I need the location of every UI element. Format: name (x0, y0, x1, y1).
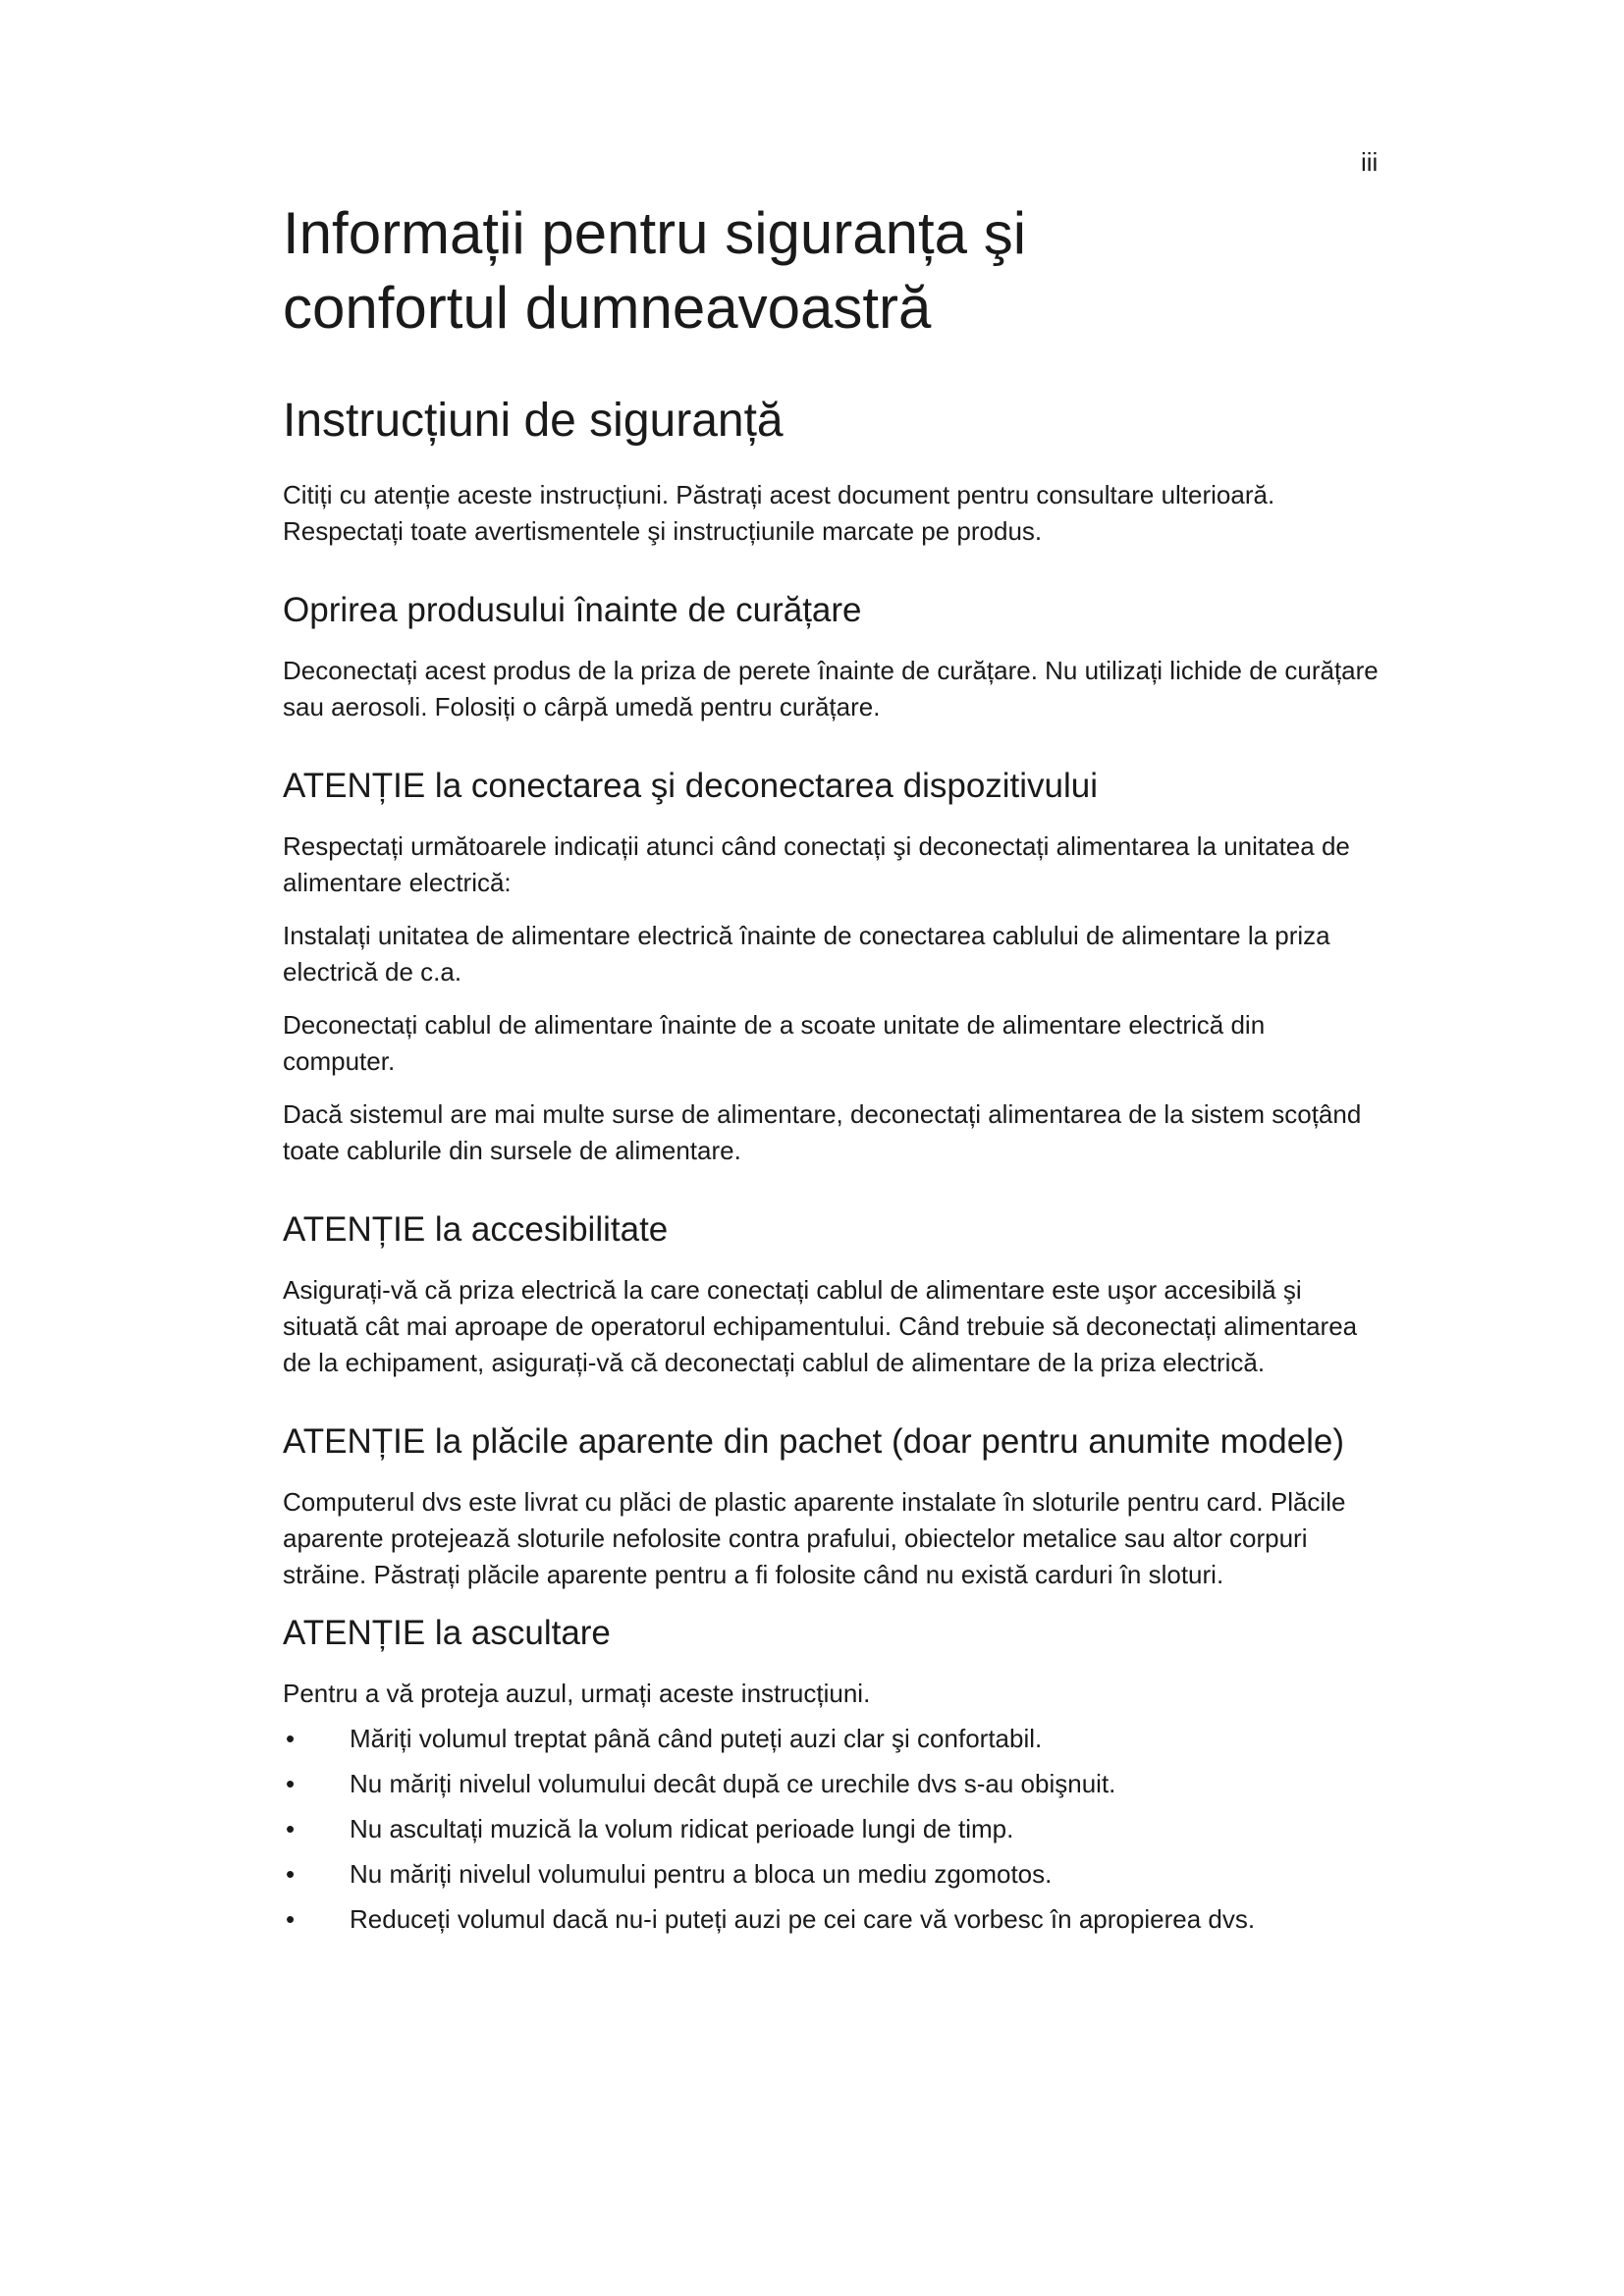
section-listening (283, 1610, 1382, 1938)
section-title: Instrucțiuni de siguranță (283, 395, 784, 447)
section-connecting (283, 763, 1382, 1169)
bullet: • (286, 1724, 296, 1753)
page-title: Informații pentru siguranța şi confortul dumneavoastră (283, 200, 1027, 341)
bullet: • (286, 1859, 296, 1889)
bullet-list (283, 1721, 1382, 1938)
paragraph: Deconectați acest produs de la priza de perete înainte de curățare. Nu utilizați lichide de curățare sau aerosoli. Folosiți o cârpă umedă pentru curățare. (283, 656, 1379, 721)
section-dummy-cards (283, 1418, 1382, 1593)
list-item (283, 1766, 1382, 1802)
list-item-text: Nu ascultați muzică la volum ridicat perioade lungi de timp. (350, 1814, 1014, 1843)
bullet: • (286, 1814, 296, 1843)
section-heading: ATENȚIE la plăcile aparente din pachet (doar pentru anumite modele) (283, 1422, 1345, 1461)
intro-paragraph: Citiți cu atenție aceste instrucțiuni. Păstrați acest document pentru consultare ulterioară. Respectați toate avertismentele şi instrucțiunile marcate pe produs. (283, 480, 1275, 546)
section-cleaning (283, 587, 1382, 725)
paragraph: Pentru a vă proteja auzul, urmați aceste instrucțiuni. (283, 1679, 871, 1708)
list-item-text: Reduceți volumul dacă nu-i puteți auzi pe cei care vă vorbesc în apropierea dvs. (350, 1904, 1256, 1934)
document-body (283, 196, 1382, 1947)
list-item (283, 1811, 1382, 1847)
page-number: iii (1361, 147, 1379, 177)
bullet: • (286, 1904, 296, 1934)
paragraph: Instalați unitatea de alimentare electrică înainte de conectarea cablului de alimentare la priza electrică de c.a. (283, 921, 1330, 987)
paragraph: Deconectați cablul de alimentare înainte de a scoate unitate de alimentare electrică din computer. (283, 1010, 1266, 1076)
paragraph: Dacă sistemul are mai multe surse de alimentare, deconectați alimentarea de la sistem scoțând toate cablurile din sursele de alimentare. (283, 1099, 1362, 1165)
paragraph: Asigurați-vă că priza electrică la care conectați cablul de alimentare este uşor accesibilă şi situată cât mai aproape de operatorul echipamentului. Când trebuie să deconectați alimentarea de la echipament, asigurați-vă că deconectați cablul de alimentare de la priza electrică. (283, 1275, 1358, 1377)
bullet: • (286, 1769, 296, 1798)
list-item-text: Măriți volumul treptat până când puteți auzi clar şi confortabil. (350, 1724, 1043, 1753)
section-heading: Oprirea produsului înainte de curățare (283, 591, 862, 629)
list-item (283, 1721, 1382, 1757)
section-heading: ATENȚIE la conectarea şi deconectarea dispozitivului (283, 767, 1099, 805)
list-item-text: Nu măriți nivelul volumului pentru a bloca un mediu zgomotos. (350, 1859, 1053, 1889)
paragraph: Computerul dvs este livrat cu plăci de plastic aparente instalate în sloturile pentru card. Plăcile aparente protejează sloturile nefolosite contra prafului, obiectelor metalice sau altor corpuri străine. Păstrați plăcile aparente pentru a fi folosite când nu există carduri în sloturi. (283, 1487, 1346, 1589)
list-item (283, 1901, 1382, 1938)
section-heading: ATENȚIE la ascultare (283, 1614, 611, 1652)
list-item (283, 1856, 1382, 1893)
paragraph: Respectați următoarele indicații atunci când conectați şi deconectați alimentarea la unitatea de alimentare electrică: (283, 831, 1350, 897)
section-heading: ATENȚIE la accesibilitate (283, 1210, 669, 1249)
list-item-text: Nu măriți nivelul volumului decât după ce urechile dvs s-au obişnuit. (350, 1769, 1116, 1798)
section-accessibility (283, 1206, 1382, 1381)
